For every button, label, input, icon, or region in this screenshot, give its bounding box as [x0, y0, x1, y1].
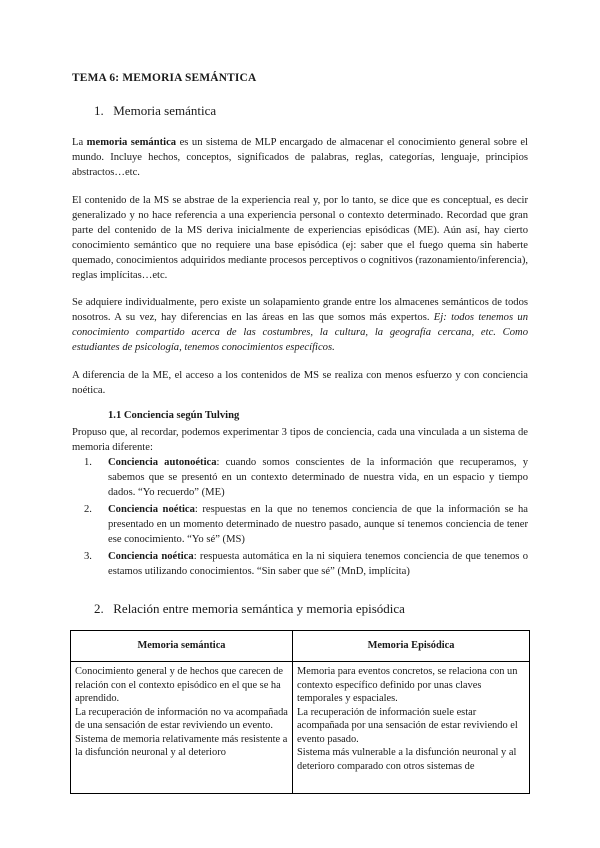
section-heading-1	[94, 103, 216, 119]
paragraph-definition	[72, 135, 528, 180]
list-description: : respuesta automática en la ni siquiera tenemos conciencia de que tenemos o estamos utilizando conocimientos. “Sin saber que sé” (MnD, implícita)	[108, 551, 528, 577]
section-number: 1.	[94, 103, 104, 118]
paragraph-tulving: Propuso que, al recordar, podemos experimentar 3 tipos de conciencia, cada una vinculada a un sistema de memoria diferente:	[72, 427, 528, 453]
list-description: : cuando somos conscientes de la información que recuperamos, y sabemos que se presentó en un contexto determinado de nuestra vida, en un espacio y tiempo dados. “Yo recuerdo” (ME)	[108, 457, 529, 498]
list-description: : respuestas en la que no tenemos conciencia de que la información se ha presentado en un momento determinado de nuestro pasado, aunque sí tenemos conciencia de tener ese conocimiento. “Yo sé” (MS)	[108, 504, 529, 545]
list-item	[84, 502, 528, 547]
table-header: Memoria Episódica	[293, 631, 530, 662]
list-number: 3.	[84, 551, 92, 562]
table-header: Memoria semántica	[71, 631, 293, 662]
table-header-row	[71, 631, 530, 662]
table-cell-episodic	[293, 662, 530, 794]
cell-line: La recuperación de información no va acompañada de una sensación de estar reviviendo un evento.	[75, 706, 288, 731]
list-item	[84, 455, 528, 500]
cell-line: Sistema más vulnerable a la disfunción neuronal y al deterioro comparado con otros sistemas de	[297, 747, 517, 772]
table-row	[71, 662, 530, 794]
table-cell-semantic	[71, 662, 293, 794]
paragraph-acquisition	[72, 295, 528, 355]
list-item	[84, 549, 528, 579]
paragraph-content: El contenido de la MS se abstrae de la experiencia real y, por lo tanto, se dice que es conceptual, es decir generalizado y no hace referencia a una experiencia personal o contexto determinado. Recordad que gran parte del contenido de la MS deriva inicialmente de experiencias episódicas (ME). Aún así, hay cierto conocimiento semántico que no requiere una base episódica (ej: saber que el fuego quema sin haberte quemado, conocimientos adquiridos mediante procesos perceptivos o cognitivos (razonamiento/inferencia), reglas implícitas…etc.	[72, 195, 528, 281]
list-term: Conciencia autonoética	[108, 457, 217, 468]
subsection-heading: 1.1 Conciencia según Tulving	[108, 410, 240, 421]
bold-term: memoria semántica	[86, 137, 177, 148]
comparison-table	[70, 630, 530, 794]
italic-example: Ej: todos tenemos un conocimiento compartido acerca de las costumbres, la cultura, la geografía cercana, etc. Como estudiantes de psicología, tenemos conocimientos específicos.	[72, 312, 528, 353]
list-term: Conciencia noética	[108, 504, 195, 515]
section-title: Memoria semántica	[113, 103, 217, 118]
list-number: 2.	[84, 504, 92, 515]
section-number: 2.	[94, 601, 104, 616]
consciousness-list	[84, 455, 528, 581]
text-run: Se adquiere individualmente, pero existe un solapamiento grande entre los almacenes semánticos de todos nosotros. A su vez, hay diferencias en las áreas en las que somos más expertos.	[72, 297, 528, 323]
cell-line: La recuperación de información suele estar acompañada por una sensación de estar reviviendo el evento pasado.	[297, 706, 518, 745]
cell-line: Conocimiento general y de hechos que carecen de relación con el contexto episódico en el que se ha aprendido.	[75, 666, 284, 704]
list-term: Conciencia noética	[108, 551, 194, 562]
paragraph-access: A diferencia de la ME, el acceso a los contenidos de MS se realiza con menos esfuerzo y con conciencia noética.	[72, 370, 528, 396]
page-title: TEMA 6: MEMORIA SEMÁNTICA	[72, 72, 257, 84]
section-heading-2	[94, 601, 405, 617]
cell-line: Memoria para eventos concretos, se relaciona con un contexto específico definido por unas claves temporales y espaciales.	[297, 666, 518, 704]
list-number: 1.	[84, 457, 92, 468]
text-run: es un sistema de MLP encargado de almacenar el conocimiento general sobre el mundo. Incluye hechos, conceptos, significados de palabras, reglas, categorías, lenguaje, principios abstractos…etc.	[72, 137, 529, 178]
text-run: La	[72, 137, 87, 148]
cell-line: Sistema de memoria relativamente más resistente a la disfunción neuronal y al deterioro	[75, 733, 288, 758]
section-title: Relación entre memoria semántica y memoria episódica	[113, 601, 405, 616]
